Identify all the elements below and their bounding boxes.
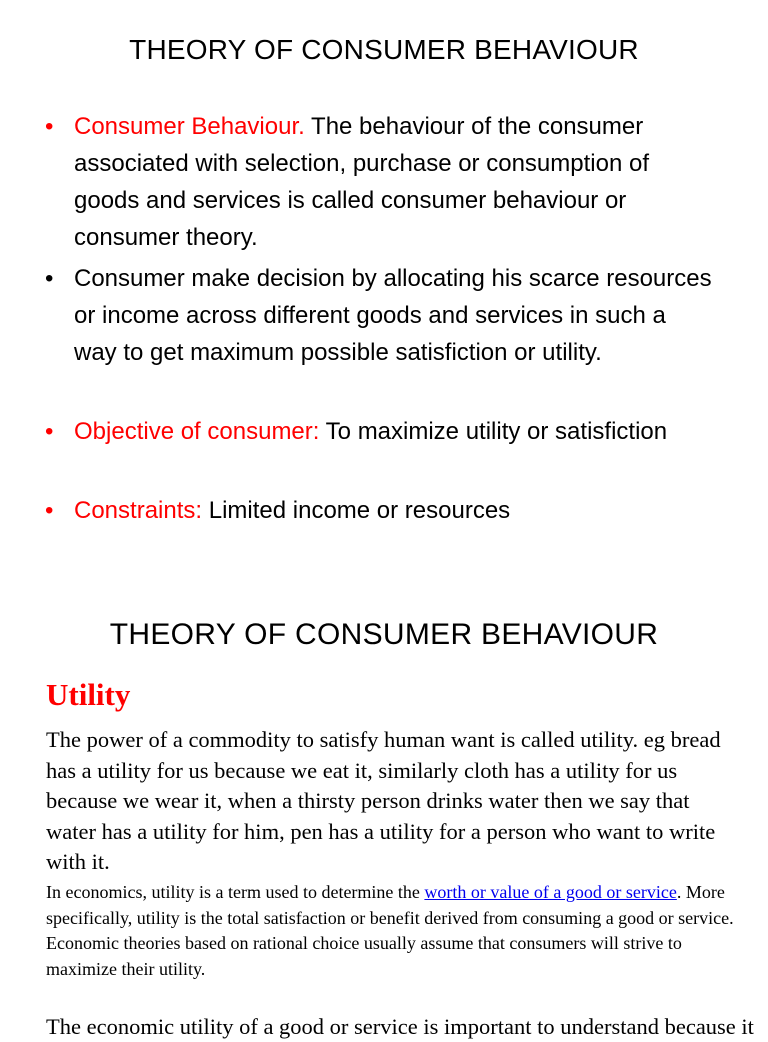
bullet-icon: •	[45, 418, 54, 445]
bullet-text: To maximize utility or satisfiction	[319, 418, 668, 445]
bullet-term: Constraints:	[74, 497, 203, 524]
slide-title: THEORY OF CONSUMER BEHAVIOUR	[129, 34, 639, 65]
bullet-consumer-decision	[45, 260, 714, 371]
slide-title: THEORY OF CONSUMER BEHAVIOUR	[109, 618, 659, 651]
worth-or-value-link[interactable]: worth or value of a good or service	[424, 882, 677, 902]
bullet-icon: •	[45, 113, 54, 140]
bullet-text: The behaviour of the consumer associated with selection, purchase or consumption of goods and services is called consumer behaviour or consumer theory.	[74, 113, 649, 251]
utility-importance-paragraph: The economic utility of a good or service is important to understand because it	[46, 1014, 754, 1039]
bullet-term: Objective of consumer:	[74, 418, 320, 445]
paragraph-text: . More specifically, utility is the total satisfaction or benefit derived from consuming a good or service. Economic theories based on rational choice usually assume that consumers will strive to maximize their utility.	[46, 882, 734, 979]
bullet-icon: •	[45, 265, 54, 292]
bullet-icon: •	[45, 497, 54, 524]
bullet-constraints	[45, 492, 714, 529]
utility-definition-paragraph: The power of a commodity to satisfy human want is called utility. eg bread has a utility for us because we eat it, similarly cloth has a utility for us because we wear it, when a thirsty person drinks water then we say that water has a utility for him, pen has a utility for a person who want to write with it.	[46, 727, 721, 874]
bullet-text: Consumer make decision by allocating his scarce resources or income across different goods and services in such a way to get maximum possible satisfiction or utility.	[74, 265, 712, 366]
bullet-text: Limited income or resources	[202, 497, 511, 524]
bullet-consumer-behaviour	[45, 108, 714, 256]
paragraph-text: In economics, utility is a term used to determine the	[46, 882, 425, 902]
bullet-objective	[45, 413, 714, 450]
slide-utility	[0, 580, 768, 1039]
section-heading-utility: Utility	[46, 677, 131, 712]
bullet-term: Consumer Behaviour.	[74, 113, 305, 140]
utility-economics-paragraph	[46, 880, 736, 982]
